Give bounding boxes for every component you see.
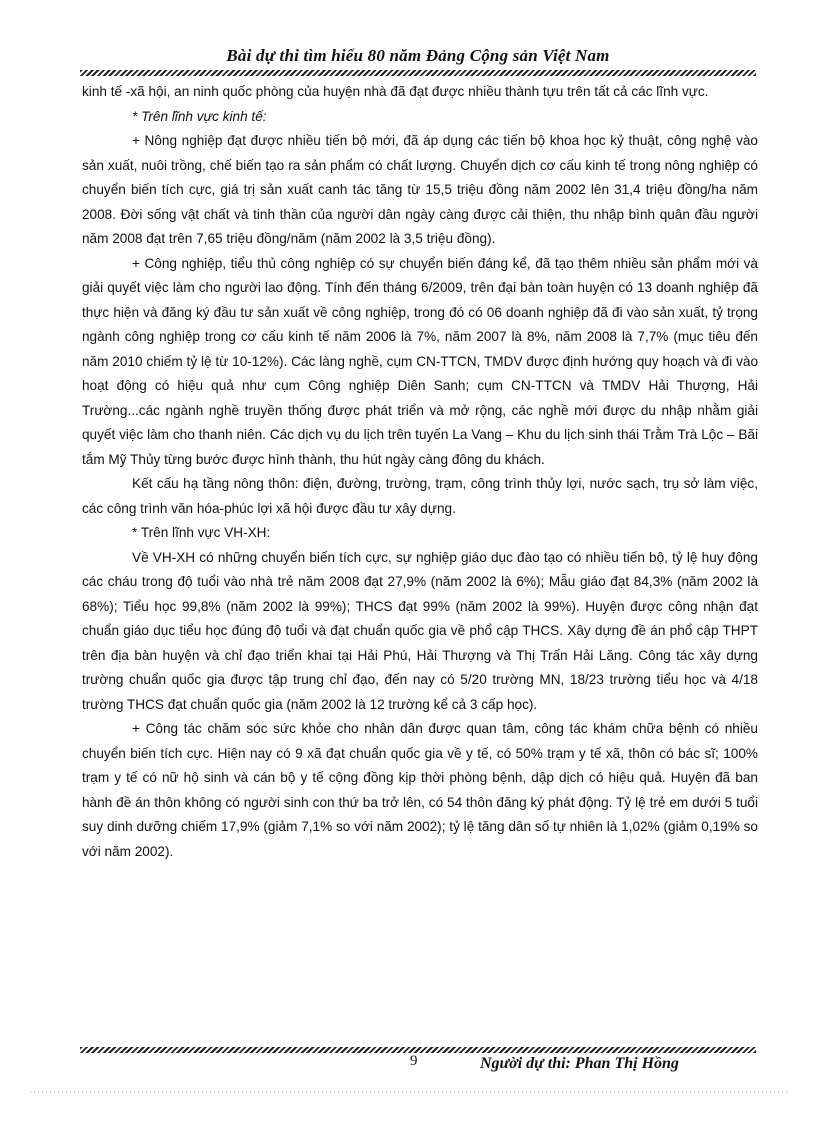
header-divider — [80, 70, 756, 76]
section-heading-culture-society: * Trên lĩnh vực VH-XH: — [132, 525, 271, 540]
paragraph-education: Về VH-XH có những chuyển biến tích cực, sự nghiệp giáo dục đào tạo có nhiều tiến bộ, tỷ lệ huy động các cháu trong độ tuổi vào nhà trẻ năm 2008 đạt 27,9% (năm 2002 là 6%); Mẫu giáo đạt 84,3% (năm 2002 là 68%); Tiểu học 99,8% (năm 2002 là 99%); THCS đạt 99% (năm 2002 là 99%). Huyện được công nhận đạt chuẩn giáo dục tiểu học đúng độ tuổi và đạt chuẩn quốc gia về phổ cập THCS. Xây dựng đề án phổ cập THPT trên địa bàn huyện và chỉ đạo triển khai tại Hải Phú, Hải Thượng và Thị Trấn Hải Lăng. Công tác xây dựng trường chuẩn quốc gia được tập trung chỉ đạo, đến nay có 5/20 trường MN, 18/23 trường tiểu học và 4/18 trường THCS đạt chuẩn quốc gia (năm 2002 là 12 trường kể cả 3 cấp học). — [82, 549, 758, 712]
paragraph-healthcare: + Công tác chăm sóc sức khỏe cho nhân dân được quan tâm, công tác khám chữa bệnh có nhiều chuyển biến tích cực. Hiện nay có 9 xã đạt chuẩn quốc gia về y tế, có 50% trạm y tế xã, thôn có bác sĩ; 100% trạm y tế có nữ hộ sinh và cán bộ y tế cộng đồng kịp thời phòng bệnh, dập dịch có hiệu quả. Huyện đã ban hành đề án thôn không có người sinh con thứ ba trở lên, có 54 thôn đăng ký phát động. Tỷ lệ trẻ em dưới 5 tuổi suy dinh dưỡng chiếm 17,9% (giảm 7,1% so với năm 2002); tỷ lệ tăng dân số tự nhiên là 1,02% (giảm 0,19% so với năm 2002). — [82, 721, 758, 859]
footer-author: Người dự thi: Phan Thị Hồng — [480, 1055, 679, 1072]
page-header-title: Bài dự thi tìm hiểu 80 năm Đảng Cộng sản Việt Nam — [226, 46, 610, 65]
page-number: 9 — [410, 1053, 418, 1069]
paragraph-infrastructure: Kết cấu hạ tầng nông thôn: điện, đường, trường, trạm, công trình thủy lợi, nước sạch, trụ sở làm việc, các công trình văn hóa-phúc lợi xã hội được đầu tư xây dựng. — [82, 476, 758, 516]
page-boundary-dotted-line — [30, 1091, 790, 1093]
section-heading-economy: * Trên lĩnh vực kinh tế: — [132, 108, 267, 124]
footer-divider — [80, 1047, 756, 1053]
paragraph-agriculture: + Nông nghiệp đạt được nhiều tiến bộ mới, đã áp dụng các tiến bộ khoa học kỷ thuật, công nghệ vào sản xuất, nuôi trồng, chế biến tạo ra sản phẩm có chất lượng. Chuyển dịch cơ cấu kinh tế trong nông nghiệp có chuyển biến tích cực, giá trị sản xuất canh tác tăng từ 15,5 triệu đồng năm 2002 lên 31,4 triệu đồng/ha năm 2008. Đời sống vật chất và tinh thần của người dân ngày càng được cải thiện, thu nhập bình quân đầu người năm 2008 đạt trên 7,65 triệu đồng/năm (năm 2002 là 3,5 triệu đồng). — [82, 133, 758, 246]
paragraph-industry: + Công nghiệp, tiểu thủ công nghiệp có sự chuyển biến đáng kể, đã tạo thêm nhiều sản phẩm mới và giải quyết việc làm cho người lao động. Tính đến tháng 6/2009, trên đại bàn toàn huyện có 13 doanh nghiệp đã thực hiện và đăng ký đầu tư sản xuất về công nghiệp, trong đó có 06 doanh nghiệp đã đi vào sản xuất, tỷ trọng ngành công nghiệp trong cơ cấu kinh tế năm 2006 là 7%, năm 2007 là 8%, năm 2008 là 7,7% (mục tiêu đến năm 2010 chiếm tỷ lệ từ 10-12%). Các làng nghề, cụm CN-TTCN, TMDV được định hướng quy hoạch và đi vào hoạt động có hiệu quả như cụm Công nghiệp Diên Sanh; cụm CN-TTCN và TMDV Hải Thượng, Hải Trường...các ngành nghề truyền thống được phát triển và mở rộng, các nghề mới được du nhập nhằm giải quyết việc làm cho thanh niên. Các dịch vụ du lịch trên tuyến La Vang – Khu du lịch sinh thái Trằm Trà Lộc – Bãi tắm Mỹ Thủy từng bước được hình thành, thu hút ngày càng đông du khách. — [82, 255, 758, 467]
paragraph-intro-continuation: kinh tế -xã hội, an ninh quốc phòng của huyện nhà đã đạt được nhiều thành tựu trên tất cả các lĩnh vực. — [82, 84, 709, 99]
body-text — [82, 80, 758, 864]
